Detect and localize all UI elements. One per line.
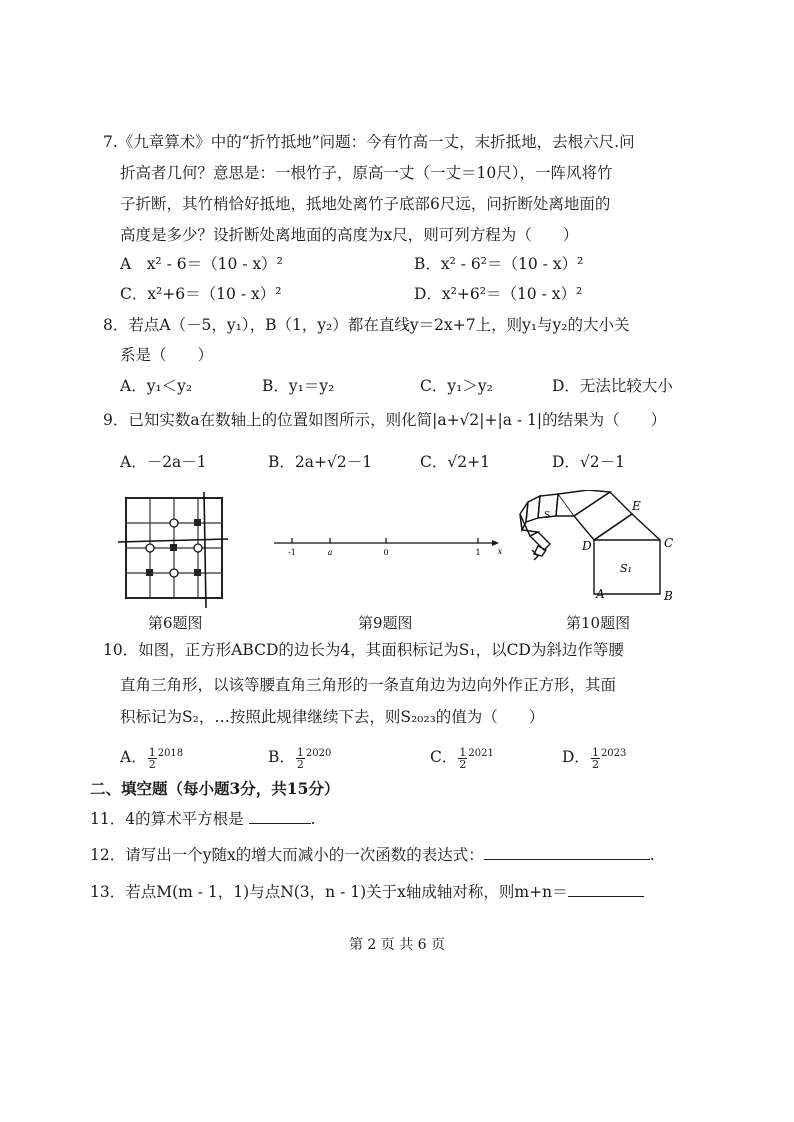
caption-fig-9: 第9题图: [358, 614, 413, 632]
q7-option-a: A x² - 6＝（10 - x）²: [120, 255, 283, 273]
q10-line-1: 10．如图，正方形ABCD的边长为4，其面积标记为S₁，以CD为斜边作等腰: [103, 641, 624, 659]
q8-option-c: C．y₁＞y₂: [420, 377, 493, 395]
q7-line-3: 子折断，其竹梢恰好抵地，抵地处离竹子底部6尺远，问折断处离地面的: [120, 195, 611, 213]
q7-option-d: D．x²+6²＝（10 - x）²: [414, 285, 583, 303]
question-11: 11．4的算术平方根是 .: [90, 807, 315, 829]
q9-option-c: C．√2+1: [420, 453, 490, 471]
fig10-label-e: E: [632, 499, 641, 513]
q7-line-2: 折高者几何？意思是：一根竹子，原高一丈（一丈＝10尺），一阵风将竹: [120, 164, 613, 182]
q12-answer-blank[interactable]: [484, 843, 650, 860]
q8-option-b: B．y₁＝y₂: [262, 377, 335, 395]
numberline-label-neg1: -1: [288, 548, 296, 557]
fig10-label-d: D: [582, 539, 592, 553]
caption-fig-10: 第10题图: [566, 614, 631, 632]
numberline-label-a: a: [327, 548, 333, 557]
numberline-label-x: x: [497, 547, 503, 556]
numberline-label-1: 1: [475, 548, 481, 557]
numberline-label-0: 0: [383, 548, 389, 557]
q7-line-1: 7.《九章算术》中的“折竹抵地”问题：今有竹高一丈，末折抵地，去根六尺.问: [103, 133, 635, 151]
q8-option-d: D．无法比较大小: [552, 377, 673, 395]
figure-6-grid: [118, 490, 228, 610]
q9-option-d: D．√2－1: [552, 453, 626, 471]
q7-option-c: C．x²+6＝（10 - x）²: [120, 285, 282, 303]
question-12: 12．请写出一个y随x的增大而减小的一次函数的表达式： .: [90, 843, 655, 865]
q10-option-c: C． $\frac{1}{2}$ $^{2021}$: [430, 745, 494, 771]
q10-option-d: D． $\frac{1}{2}$ $^{2023}$: [562, 745, 627, 771]
figure-9-number-line: [270, 530, 510, 560]
q10-option-b: B． $\frac{1}{2}$ $^{2020}$: [268, 745, 332, 771]
q11-answer-blank[interactable]: [249, 807, 311, 824]
q10-line-2: 直角三角形，以该等腰直角三角形的一条直角边为边向外作正方形，其面: [120, 676, 617, 694]
fig10-label-s1: S₁: [620, 562, 632, 575]
q8-line-1: 8．若点A（－5，y₁），B（1，y₂）都在直线y＝2x+7上，则y₁与y₂的大小关: [103, 316, 630, 334]
fig10-label-c: C: [664, 536, 674, 550]
q9-option-b: B．2a+√2－1: [268, 453, 373, 471]
q7-line-4: 高度是多少？设折断处离地面的高度为x尺，则可列方程为（ ）: [120, 226, 579, 244]
section-2-title: 二、填空题（每小题3分，共15分）: [90, 779, 340, 798]
q8-line-2: 系是（ ）: [120, 346, 214, 364]
q7-option-b: B．x² - 6²＝（10 - x）²: [414, 255, 584, 273]
question-13: 13．若点M(m - 1，1)与点N(3，n - 1)关于x轴成轴对称，则m+n＝: [90, 880, 644, 902]
q10-option-a: A． $\frac{1}{2}$ $^{2018}$: [120, 745, 184, 771]
fig10-label-a: A: [596, 587, 605, 601]
page-footer: 第 2 页 共 6 页: [348, 937, 446, 953]
q13-answer-blank[interactable]: [568, 880, 644, 897]
fig10-label-b: B: [664, 589, 673, 602]
q9-line-1: 9．已知实数a在数轴上的位置如图所示，则化简|a+√2|+|a - 1|的结果为（ ）: [103, 411, 667, 429]
q8-option-a: A．y₁＜y₂: [120, 377, 193, 395]
q10-line-3: 积标记为S₂，…按照此规律继续下去，则S₂₀₂₃的值为（ ）: [120, 708, 545, 726]
q9-option-a: A．－2a－1: [120, 453, 207, 471]
figure-10-squares: [516, 490, 686, 602]
caption-fig-6: 第6题图: [148, 614, 203, 632]
fig10-s-small: S: [544, 511, 551, 521]
